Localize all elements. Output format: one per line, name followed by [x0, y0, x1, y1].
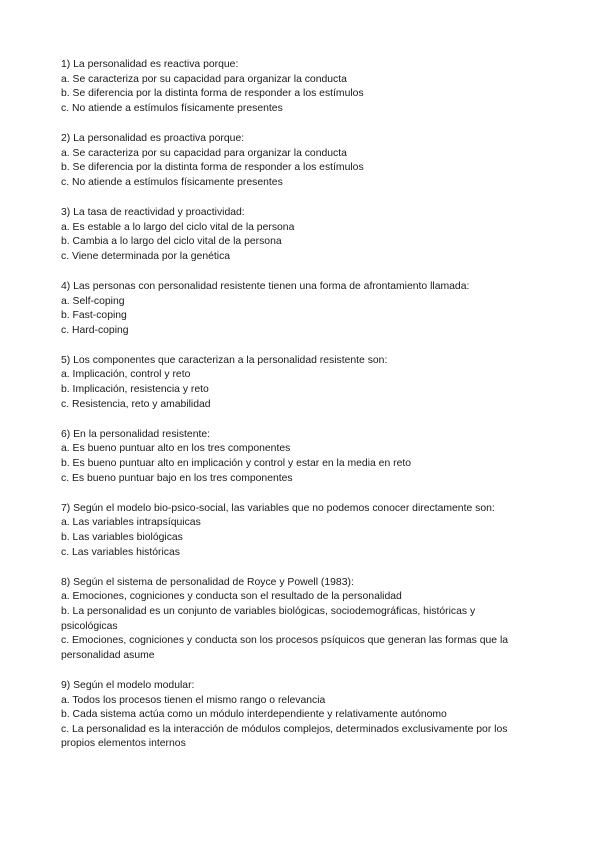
- answer-option: b. Se diferencia por la distinta forma de responder a los estímulos: [61, 162, 364, 174]
- answer-option: c. Las variables históricas: [61, 546, 180, 558]
- answer-option: c. No atiende a estímulos físicamente presentes: [61, 176, 283, 188]
- answer-option: c. Emociones, cogniciones y conducta son los procesos psíquicos que generan las formas que la personalidad asume: [61, 635, 511, 661]
- answer-option: a. Es bueno puntuar alto en los tres componentes: [61, 443, 291, 455]
- answer-option: a. Es estable a lo largo del ciclo vital de la persona: [61, 221, 295, 233]
- answer-option: c. Viene determinada por la genética: [61, 250, 231, 262]
- question-text: 8) Según el sistema de personalidad de Royce y Powell (1983):: [61, 576, 354, 588]
- question-block: [61, 679, 521, 752]
- answer-option: b. La personalidad es un conjunto de variables biológicas, sociodemográficas, históricas y psicológicas: [61, 605, 479, 632]
- question-block: [61, 354, 521, 412]
- answer-option: a. Las variables intrapsíquicas: [61, 517, 201, 529]
- question-text: 5) Los componentes que caracterizan a la personalidad resistente son:: [61, 354, 388, 366]
- answer-option: c. La personalidad es la interacción de módulos complejos, determinados exclusivamente por los propios elementos internos: [61, 723, 511, 750]
- answer-option: b. Implicación, resistencia y reto: [61, 384, 209, 396]
- answer-option: b. Fast-coping: [61, 310, 127, 322]
- question-text: 4) Las personas con personalidad resistente tienen una forma de afrontamiento llamada:: [61, 280, 470, 292]
- answer-option: a. Todos los procesos tienen el mismo rango o relevancia: [61, 694, 326, 706]
- answer-option: c. No atiende a estímulos físicamente presentes: [61, 102, 283, 114]
- question-list: [61, 58, 521, 768]
- answer-option: c. Resistencia, reto y amabilidad: [61, 398, 211, 410]
- answer-option: a. Implicación, control y reto: [61, 369, 191, 381]
- question-text: 2) La personalidad es proactiva porque:: [61, 132, 245, 144]
- answer-option: a. Se caracteriza por su capacidad para organizar la conducta: [61, 147, 347, 159]
- question-block: [61, 576, 521, 664]
- question-text: 7) Según el modelo bio-psico-social, las variables que no podemos conocer directamente son:: [61, 502, 495, 514]
- answer-option: c. Hard-coping: [61, 324, 129, 336]
- answer-option: b. Cada sistema actúa como un módulo interdependiente y relativamente autónomo: [61, 709, 447, 721]
- answer-option: b. Es bueno puntuar alto en implicación y control y estar en la media en reto: [61, 458, 412, 470]
- question-block: [61, 280, 521, 338]
- question-block: [61, 206, 521, 264]
- question-block: [61, 502, 521, 560]
- question-text: 1) La personalidad es reactiva porque:: [61, 59, 239, 70]
- question-block: [61, 58, 521, 116]
- question-block: [61, 428, 521, 486]
- answer-option: c. Es bueno puntuar bajo en los tres componentes: [61, 472, 293, 484]
- question-block: [61, 132, 521, 190]
- answer-option: a. Se caracteriza por su capacidad para organizar la conducta: [61, 73, 347, 85]
- question-text: 6) En la personalidad resistente:: [61, 428, 211, 440]
- answer-option: a. Self-coping: [61, 295, 125, 307]
- question-text: 9) Según el modelo modular:: [61, 679, 195, 691]
- question-text: 3) La tasa de reactividad y proactividad:: [61, 206, 245, 218]
- answer-option: b. Cambia a lo largo del ciclo vital de la persona: [61, 236, 282, 248]
- answer-option: a. Emociones, cogniciones y conducta son el resultado de la personalidad: [61, 591, 402, 603]
- answer-option: b. Las variables biológicas: [61, 532, 183, 543]
- answer-option: b. Se diferencia por la distinta forma de responder a los estímulos: [61, 88, 364, 100]
